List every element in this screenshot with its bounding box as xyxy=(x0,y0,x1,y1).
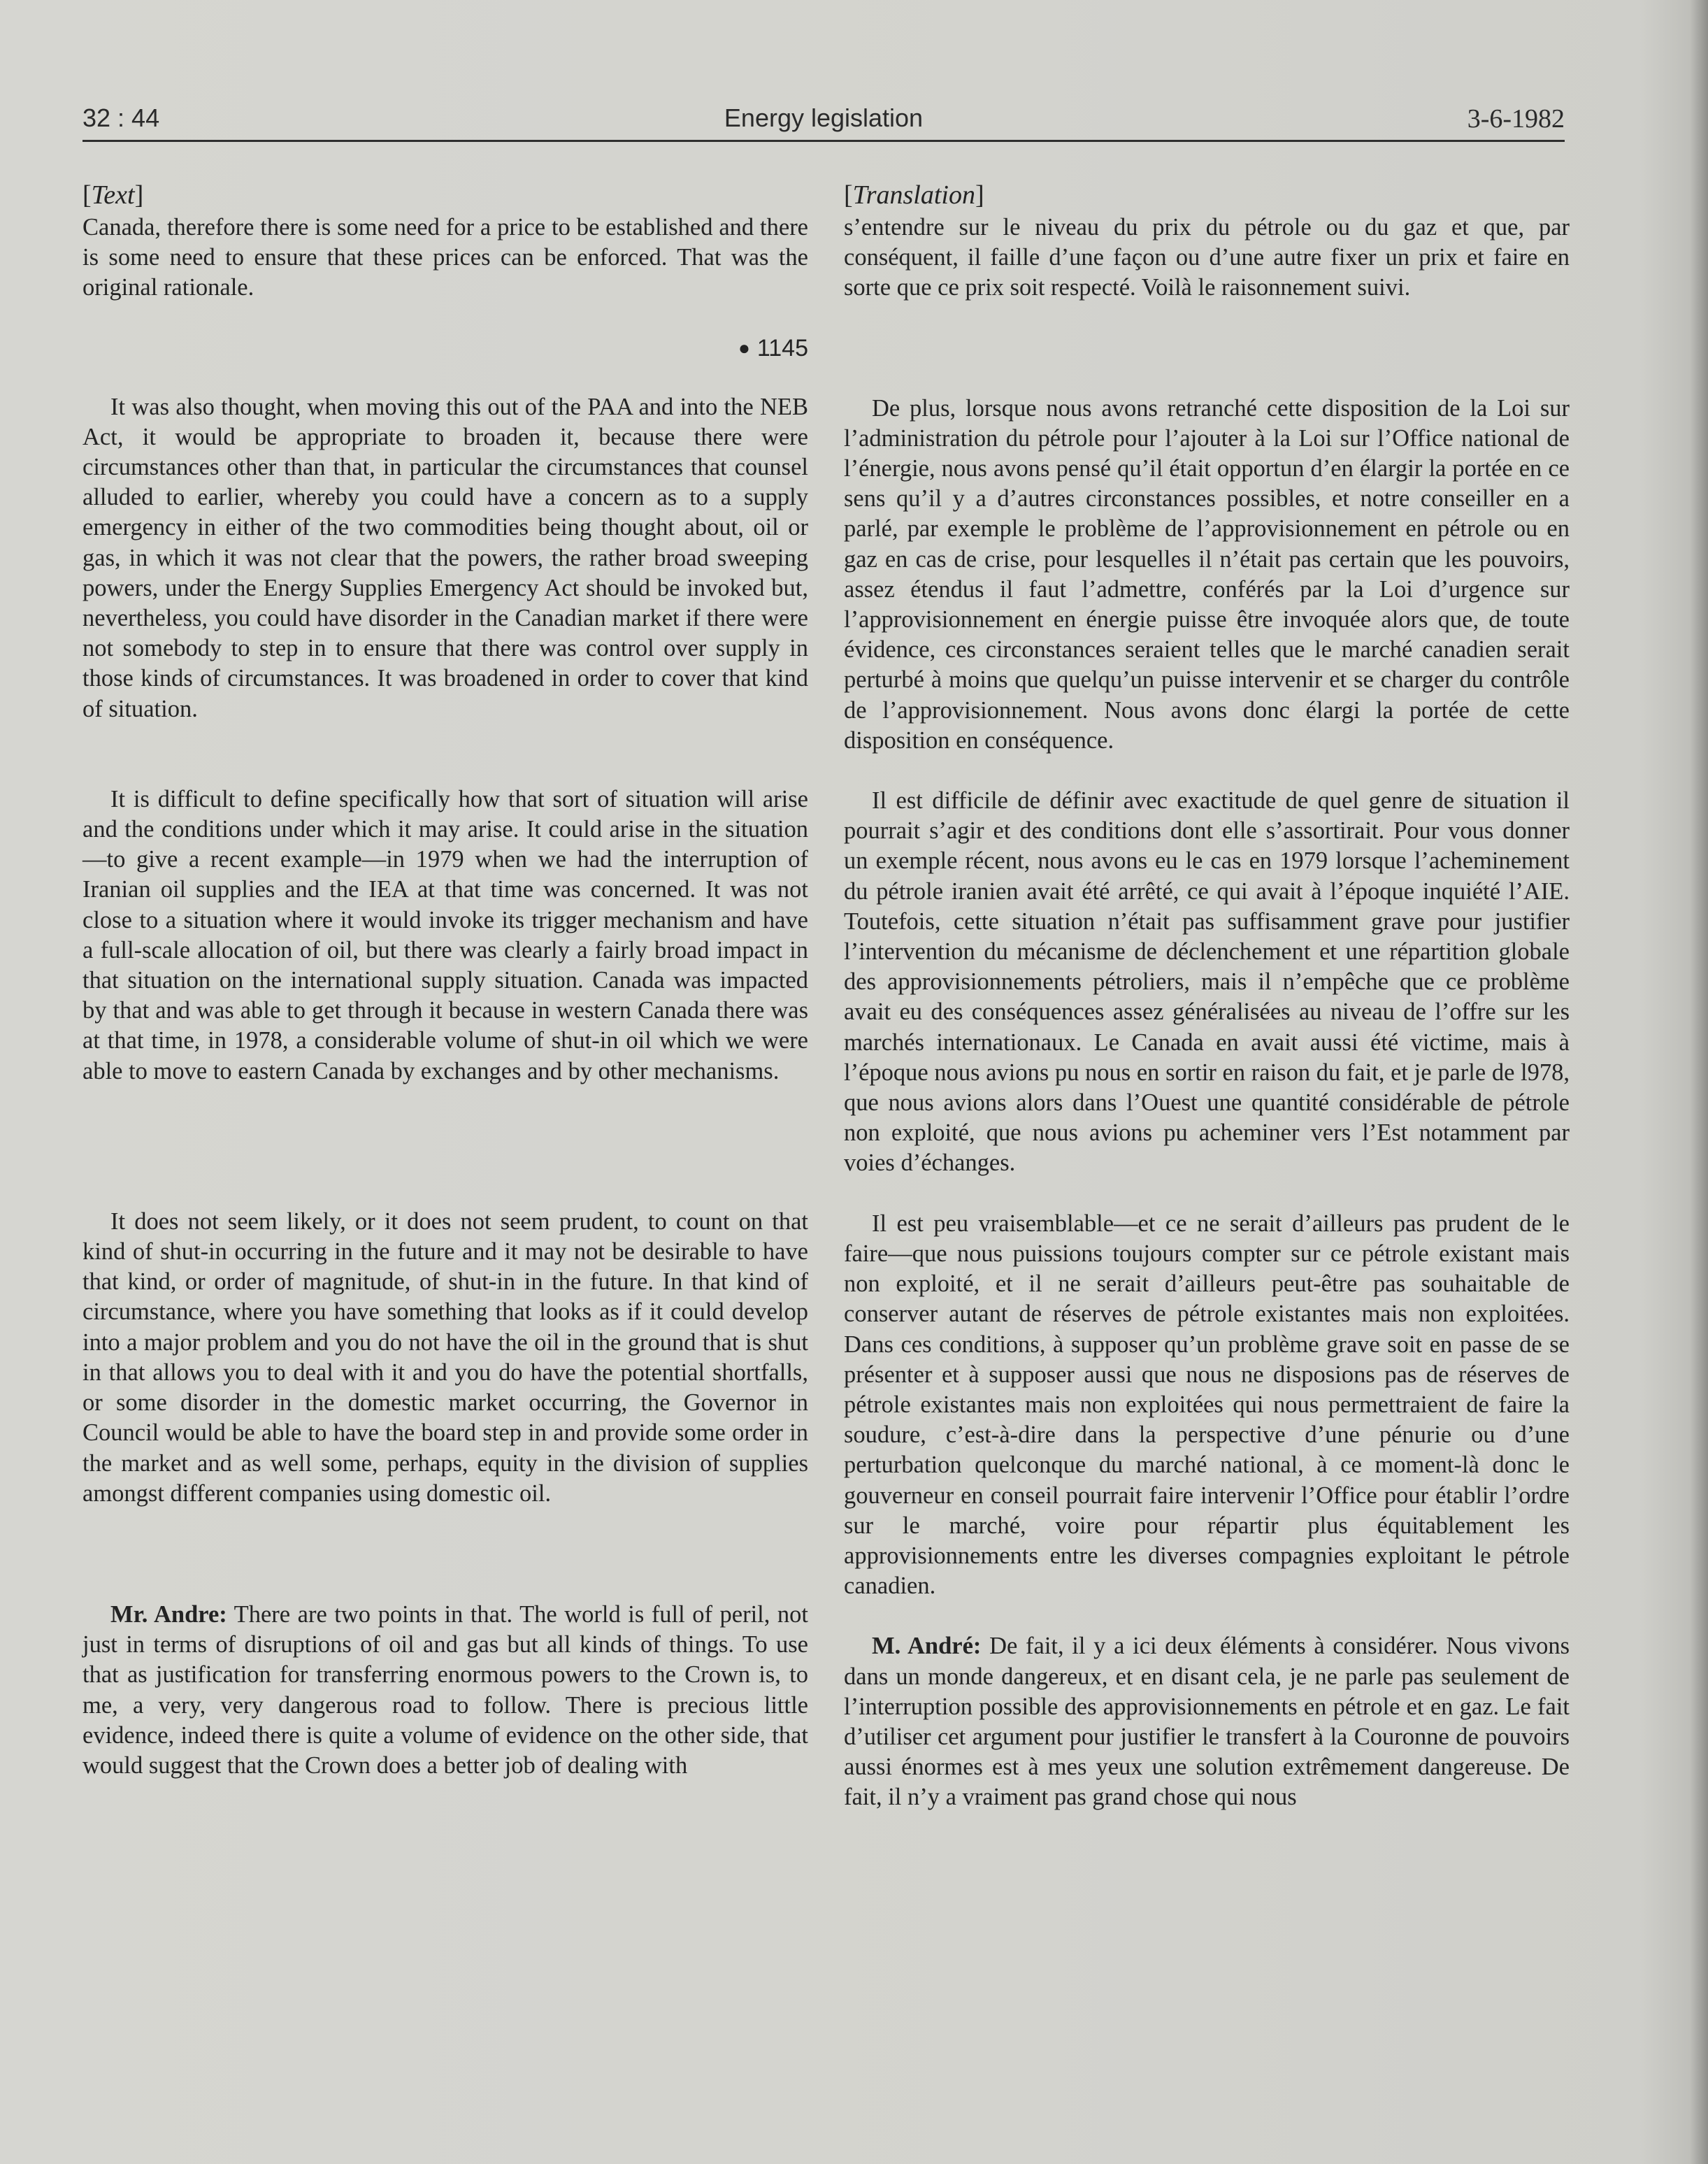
header-rule xyxy=(82,140,1565,142)
column-label: Text xyxy=(91,180,135,210)
column-label-translation: [Translation] xyxy=(844,180,984,210)
paragraph: It is difficult to define specifically how that sort of situation will arise and the conditions under which it may arise. It could arise in the situation—to give a recent example—in 1979 when we had the interruption of Iranian oil supplies and the IEA at that time was concerned. It was not close to a situation where it would invoke its trigger mechanism and have a full-scale allocation of oil, but there was clearly a fairly broad impact in that situation on the international supply situation. Canada was impacted by that and was able to get through it because in western Canada there was at that time, in 1978, a considerable volume of shut-in oil which we were able to move to eastern Canada by exchanges and by other mechanisms. xyxy=(82,785,808,1084)
speaker-text: There are two points in that. The world is full of peril, not just in terms of disruptions of oil and gas but all kinds of things. To use that as justification for transferring enormous powers to the Crown is, to me, a very, very dangerous road to follow. There is precious little evidence, indeed there is quite a volume of evidence on the other side, that would suggest that the Crown does a better job of dealing with xyxy=(82,1600,808,1779)
english-column xyxy=(82,180,808,1781)
running-head xyxy=(82,103,1565,138)
speaker-text: De fait, il y a ici deux éléments à considérer. Nous vivons dans un monde dangereux, et en disant cela, je ne parle pas seulement de l’interruption possible des approvisionnements en pétrole et en gaz. Le fait d’utiliser cet argument pour justifier le transfert à la Couronne de pouvoirs aussi énormes est à mes yeux une solution extrêmement dangereuse. De fait, il n’y a vraiment pas grand chose qui nous xyxy=(844,1633,1570,1811)
column-label-text: [Text] xyxy=(82,180,144,210)
paragraph: s’entendre sur le niveau du prix du pétrole ou du gaz et que, par conséquent, il faille d’une façon ou d’une autre fixer un prix et faire en sorte que ce prix soit respecté. Voilà le raisonnement suivi. xyxy=(844,214,1570,301)
paragraph: It was also thought, when moving this out of the PAA and into the NEB Act, it would be appropriate to broaden it, because there were circumstances other than that, in particular the circumstances that counsel alluded to earlier, whereby you could have a concern as to a supply emergency in either of the two commodities being thought about, oil or gas, in which it was not clear that the powers, the rather broad sweeping powers, under the Energy Supplies Emergency Act should be invoked but, nevertheless, you could have disorder in the Canadian market if there were not somebody to step in to ensure that there was control over supply in those kinds of circumstances. It was broadened in order to cover that kind of situation. xyxy=(82,393,808,722)
paragraph: De plus, lorsque nous avons retranché cette disposition de la Loi sur l’administration du pétrole pour l’ajouter à la Loi sur l’Office national de l’énergie, nous avons pensé qu’il était opportun d’en élargir la portée en ce sens qu’il y a d’autres circonstances possibles, et notre conseiller en a parlé, par exemple le problème de l’approvisionnement en pétrole ou en gaz en cas de crise, pour lesquelles il n’était pas certain que les pouvoirs, assez étendus il faut l’admettre, conférés par la Loi d’urgence sur l’approvisionnement en énergie puisse être invoquée alors que, de toute évidence, ces circonstances seraient telles que le marché canadien serait perturbé à moins que quelqu’un puisse intervenir et se charger du contrôle de l’approvisionnement. Nous avons donc élargi la portée de cette disposition en conséquence. xyxy=(844,394,1570,754)
time-marker xyxy=(82,333,808,363)
speaker-paragraph xyxy=(82,1600,808,1781)
speaker-name: Mr. Andre: xyxy=(110,1600,227,1628)
page-number: 32 : 44 xyxy=(82,103,160,132)
binding-edge-shadow xyxy=(1690,0,1708,2164)
paragraph: Il est difficile de définir avec exactitude de quel genre de situation il pourrait s’agir et des conditions dont elle s’assortirait. Pour vous donner un exemple récent, nous avons eu le cas en 1979 lorsque l’acheminement du pétrole iranien avait été arrêté, ce qui avait à l’époque inquiété l’AIE. Toutefois, cette situation n’était pas suffisamment grave pour justifier l’intervention du mécanisme de déclenchement et une répartition globale des approvisionnements pétroliers, mais il n’empêche que ce problème avait eu des conséquences assez généralisées au niveau de l’offre sur les marchés internationaux. Le Canada en avait aussi été victime, mais à l’époque nous avions pu nous en sortir en raison du fait, et je parle de l978, que nous avions alors dans l’Ouest une quantité considérable de pétrole non exploité, que nous avions pu acheminer vers l’Est notamment par voies d’échanges. xyxy=(844,787,1570,1177)
column-label: Translation xyxy=(852,180,975,210)
paragraph: Il est peu vraisemblable—et ce ne serait d’ailleurs pas prudent de le faire—que nous puissions toujours compter sur ce pétrole existant mais non exploité, et il ne serait d’ailleurs peut-être pas souhaitable de conserver autant de réserves de pétrole existantes mais non exploitées. Dans ces conditions, à supposer qu’un problème grave soit en passe de se présenter et à supposer aussi que nous ne disposions pas de réserves de pétrole existantes mais non exploitées qui nous permettraient de faire la soudure, c’est-à-dire dans la perspective d’une pénurie ou d’une perturbation quelconque du marché national, à ce moment-là donc le gouverneur en conseil pourrait faire intervenir l’Office pour établir l’ordre sur le marché, voire pour répartir plus équitablement les approvisionnements entre les diverses compagnies exploitant le pétrole canadien. xyxy=(844,1210,1570,1600)
bullet-icon: ● xyxy=(738,336,750,359)
paragraph: It does not seem likely, or it does not seem prudent, to count on that kind of shut-in occurring in the future and it may not be desirable to have that kind, or order of magnitude, of shut-in in the future. In that kind of circumstance, where you have something that looks as if it could develop into a major problem and you do not have the oil in the ground that is shut in that allows you to deal with it and you do have the potential shortfalls, or some disorder in the domestic market occurring, the Governor in Council would be able to have the board step in and provide some order in the market and as well some, perhaps, equity in the division of supplies amongst different companies using domestic oil. xyxy=(82,1208,808,1507)
french-column xyxy=(844,180,1570,1813)
header-date: 3-6-1982 xyxy=(1467,104,1565,134)
speaker-name: M. André: xyxy=(872,1633,982,1660)
speaker-paragraph xyxy=(844,1631,1570,1812)
paragraph: Canada, therefore there is some need for a price to be established and there is some need to ensure that these prices can be enforced. That was the original rationale. xyxy=(82,214,808,301)
time-marker-value: 1145 xyxy=(756,334,808,361)
page-title: Energy legislation xyxy=(724,103,924,132)
